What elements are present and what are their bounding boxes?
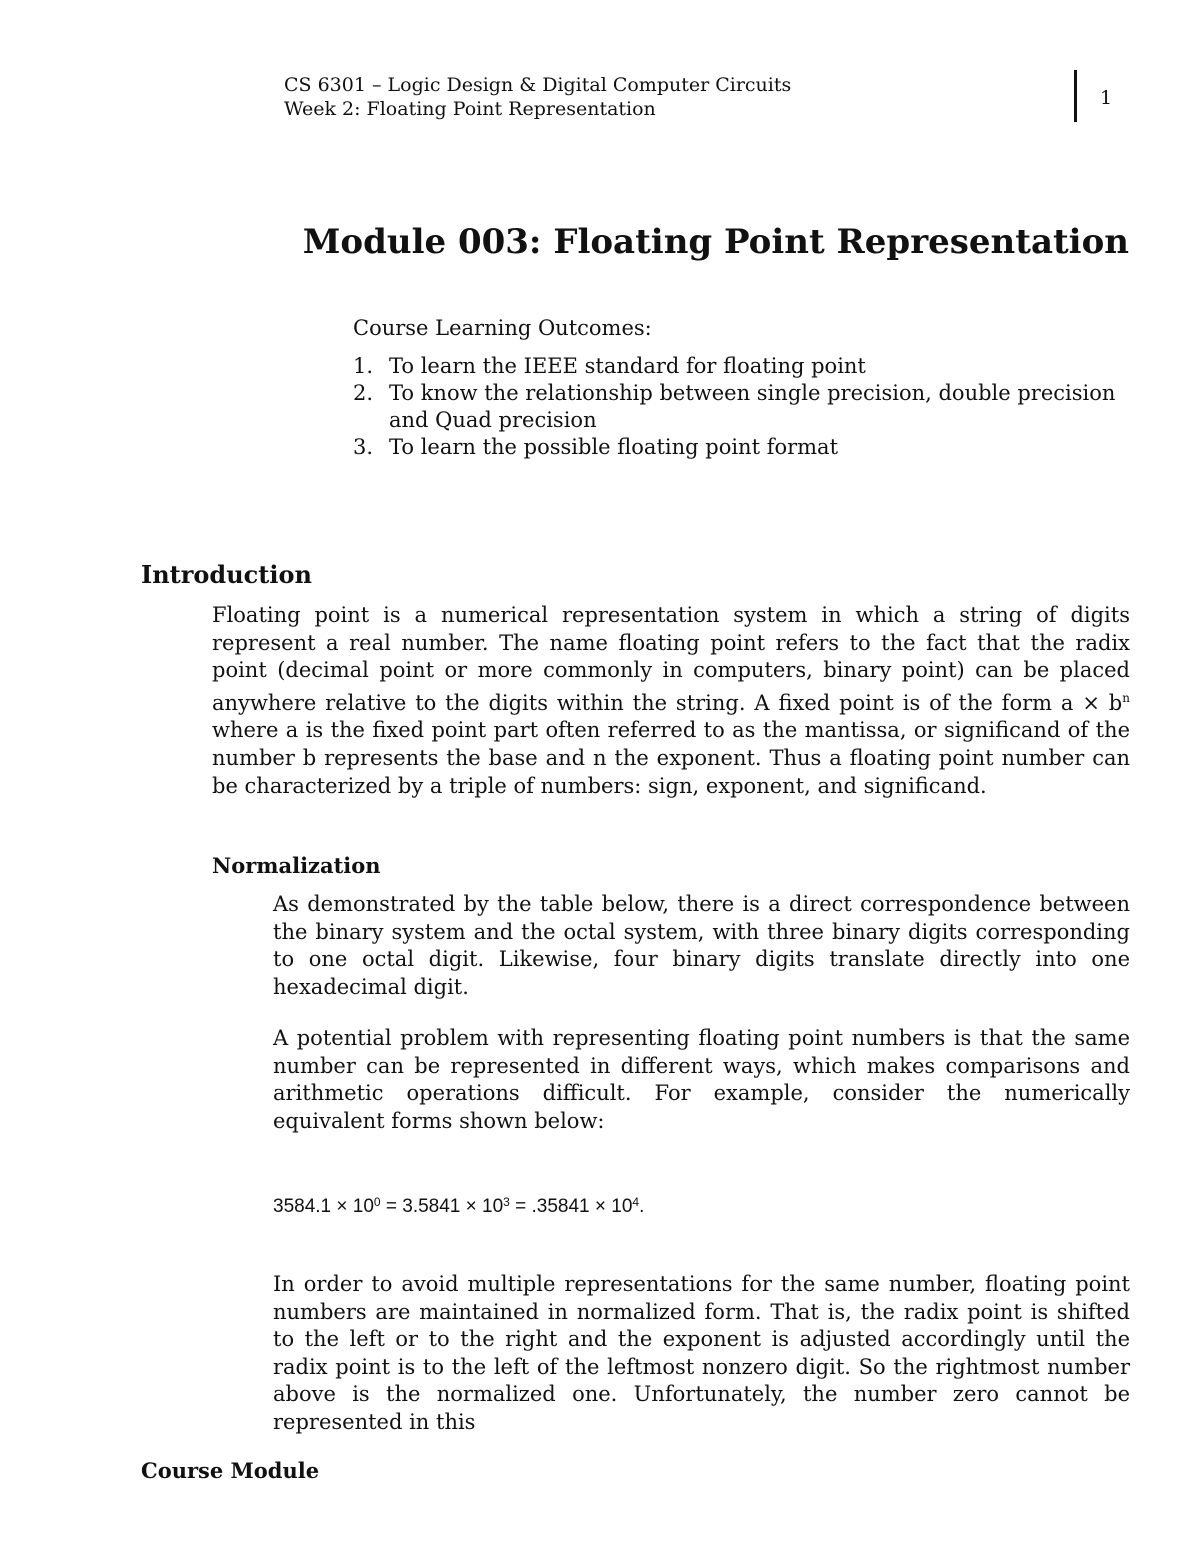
equation-term-2: = 3.5841 × 10 <box>380 1196 504 1217</box>
equation-exponent-2: 3 <box>503 1195 510 1209</box>
intro-text-before: Floating point is a numerical representation system in which a string of digits represent a real number. The name floating point refers to the fact that the radix point (decimal point or more commonly in computers, binary point) can be placed anywhere relative to the digits within the string. A fixed point is of the form a × b <box>212 603 1130 715</box>
normalization-paragraph-1: As demonstrated by the table below, there is a direct correspondence between the binary system and the octal system, with three binary digits corresponding to one octal digit. Likewise, four binary digits translate directly into one hexadecimal digit. <box>273 892 1130 999</box>
footer-label: Course Module <box>141 1458 320 1483</box>
normalization-paragraph-3: In order to avoid multiple representations for the same number, floating point numbers are maintained in normalized form. That is, the radix point is shifted to the left or to the right and the exponent is adjusted accordingly until the radix point is to the left of the leftmost nonzero digit. So the rightmost number above is the normalized one. Unfortunately, the number zero cannot be represented in this <box>273 1272 1130 1434</box>
normalization-heading: Normalization <box>212 853 381 878</box>
equation-exponent-3: 4 <box>632 1195 640 1209</box>
list-item-number: 2. <box>353 381 374 405</box>
introduction-heading: Introduction <box>141 560 312 589</box>
intro-superscript: n <box>1122 690 1130 705</box>
introduction-paragraph <box>212 602 1130 800</box>
learning-outcomes-heading: Course Learning Outcomes: <box>353 316 652 340</box>
list-item-text: To learn the possible floating point format <box>389 435 839 459</box>
header-divider <box>1074 70 1077 122</box>
list-item <box>353 353 1133 380</box>
learning-outcomes-list <box>353 353 1133 461</box>
equation-term-4: . <box>639 1196 645 1217</box>
header-week: Week 2: Floating Point Representation <box>284 98 656 120</box>
list-item <box>353 434 1133 461</box>
intro-text-after: where a is the fixed point part often referred to as the mantissa, or significand of the number b represents the base and n the exponent. Thus a floating point number can be characterized by a triple of numbers: sign, exponent, and significand. <box>212 718 1130 798</box>
equation-term-1: 3584.1 × 10 <box>273 1196 374 1217</box>
equation-exponent-1: 0 <box>373 1195 381 1209</box>
list-item-text: To know the relationship between single precision, double precision and Quad precision <box>389 381 1116 432</box>
page-number: 1 <box>1100 87 1113 109</box>
equation <box>273 1193 644 1221</box>
normalization-paragraph-2: A potential problem with representing floating point numbers is that the same number can be represented in different ways, which makes comparisons and arithmetic operations difficult. For example, consider the numerically equivalent forms shown below: <box>273 1026 1130 1133</box>
list-item-number: 3. <box>353 435 374 459</box>
list-item <box>353 380 1133 434</box>
header-course: CS 6301 – Logic Design & Digital Computer Circuits <box>284 74 792 96</box>
list-item-number: 1. <box>353 354 374 378</box>
page-title: Module 003: Floating Point Representation <box>302 222 1129 262</box>
equation-term-3: = .35841 × 10 <box>509 1196 633 1217</box>
list-item-text: To learn the IEEE standard for floating point <box>389 354 866 378</box>
